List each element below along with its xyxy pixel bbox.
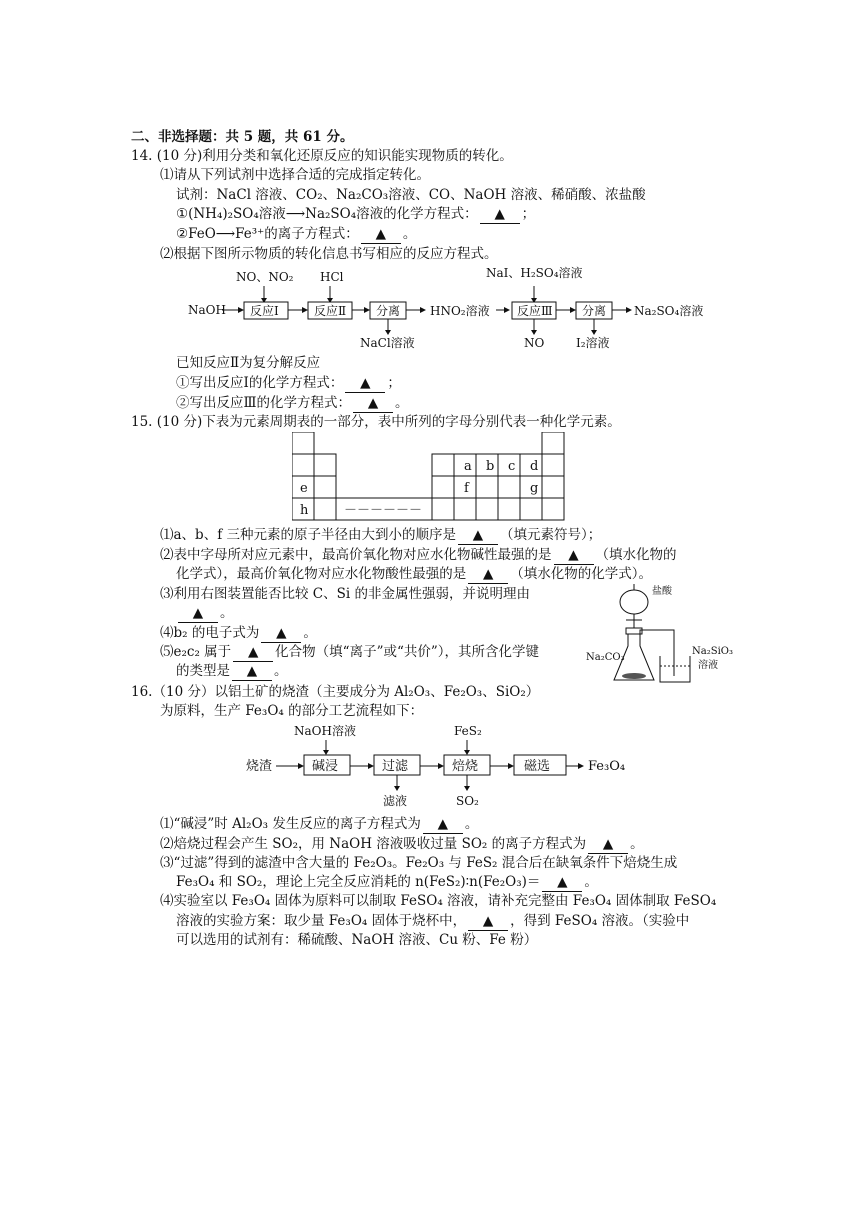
pt-cell [542,432,564,454]
q14-sub2-a: ②FeO [176,226,216,242]
pt-label-e: e [300,481,308,496]
pt-dash: －－－－－－ [344,503,423,518]
q16-part4-cont [176,913,689,931]
q14-sub3 [176,375,401,393]
pt-cell [542,498,564,520]
flow-arrowhead [238,307,244,313]
q15-part5-c: 的类型是 [176,663,230,679]
flow-mid: HNO₂溶液 [430,304,490,318]
answer-blank[interactable]: ▲ [588,836,628,854]
answer-blank[interactable]: ▲ [345,375,385,393]
flow-box2-label: 反应Ⅱ [314,304,347,318]
pt-cell [432,476,454,498]
pt-cell [314,454,336,476]
answer-blank[interactable]: ▲ [458,527,498,545]
q15-stem-text: (10 分)下表为元素周期表的一部分，表中所列的字母分别代表一种化学元素。 [156,414,621,430]
flow-arrowhead [438,763,444,769]
flow-arrowhead [626,307,632,313]
pt-cell [498,476,520,498]
pt-cell [432,454,454,476]
pt-cell [292,454,314,476]
q15-part2-c: 化学式），最高价氧化物对应水化物酸性最强的是 [176,566,467,582]
apparatus-diagram [586,580,736,690]
flow-out5: I₂溶液 [576,336,610,350]
q14-sub2-b: Fe³⁺的离子方程式： [235,226,359,242]
pt-label-b: b [486,459,495,474]
q16-part3-b: Fe₃O₄ 和 SO₂，理论上完全反应消耗的 n(FeS₂)∶n(Fe₂O₃)＝ [176,874,541,890]
answer-blank[interactable]: ▲ [178,605,218,623]
left-reagent-label: Na₂CO₃ [586,652,625,663]
pt-label-f: f [464,481,469,496]
q15-part5 [160,644,539,662]
pt-cell [476,476,498,498]
flow-box4-label: 反应Ⅲ [517,304,553,318]
q15-part4-b: 。 [303,625,317,641]
q16-stem2: 为原料，生产 Fe₃O₄ 的部分工艺流程如下： [160,703,424,719]
answer-blank[interactable]: ▲ [468,913,508,931]
periodic-table-fragment [292,432,572,524]
q15-part1-a: ⑴a、b、f 三种元素的原子半径由大到小的顺序是 [160,527,456,543]
flow-end: Na₂SO₄溶液 [634,304,704,318]
q16-flow-diagram [240,720,640,810]
flow-arrowhead [464,786,470,791]
q15-part2-cont [176,566,652,584]
flow-in3: FeS₂ [454,724,482,738]
flow-arrowhead [591,330,597,335]
pt-cell [476,498,498,520]
q16-number: 16. [131,684,153,700]
pt-cell [454,498,476,520]
pt-label-h: h [300,503,309,518]
pt-label-g: g [530,481,539,496]
q16-part2-b: 。 [630,836,644,852]
flow-in4: NaI、H₂SO₄溶液 [486,266,583,280]
q16-stem [131,684,539,701]
flow-arrowhead [508,763,514,769]
flow-out3: SO₂ [456,794,479,808]
q14-sub2-end: 。 [402,226,417,242]
right-reagent-label: Na₂SiO₃ [692,646,733,657]
flow-arrowhead [531,330,537,335]
q14-sub1-end: ； [521,206,536,222]
q16-part3: ⑶“过滤”得到的滤渣中含大量的 Fe₂O₃。Fe₂O₃ 与 FeS₂ 混合后在缺氧条件下焙烧生成 [160,855,678,871]
q14-stem [131,148,513,165]
q16-part4-c: ，得到 FeSO₄ 溶液。（实验中 [510,913,690,929]
answer-blank[interactable]: ▲ [261,625,301,643]
q16-part3-cont [176,874,598,892]
flow-arrowhead [394,786,400,791]
arrow-icon: ⟶ [215,226,236,242]
q14-sub4-end: 。 [395,395,409,411]
right-reagent-label-2: 溶液 [698,660,718,671]
flow-arrowhead [323,750,329,755]
q15-part2-b: （填水化物的 [595,547,677,563]
pt-cell [542,454,564,476]
flow-arrowhead [420,307,426,313]
q15-part5-a: ⑸e₂c₂ 属于 [160,644,232,660]
funnel-bulb [620,590,648,614]
answer-blank[interactable]: ▲ [468,566,508,584]
pt-cell [314,476,336,498]
answer-blank[interactable]: ▲ [480,206,520,224]
q14-sub2 [176,226,416,244]
flow-end: Fe₃O₄ [588,759,626,774]
flow-in2: HCl [320,270,344,284]
q14-part2: ⑵根据下图所示物质的转化信息书写相应的反应方程式。 [160,246,498,262]
q15-part5-d: 。 [274,663,288,679]
flow-out2: 滤液 [383,794,408,808]
q14-sub3-end: ； [387,375,401,391]
q15-part2-a: ⑵表中字母所对应元素中，最高价氧化物对应水化物碱性最强的是 [160,547,552,563]
q16-part1-a: ⑴“碱浸”时 Al₂O₃ 发生反应的离子方程式为 [160,816,421,832]
q15-part5-b: 化合物（填“离子”或“共价”），其所含化学键 [275,644,540,660]
q15-part2-d: （填水化物的化学式）。 [510,566,652,582]
q14-flow-diagram [180,264,720,354]
pt-label-c: c [508,459,516,474]
q16-part4: ⑷实验室以 Fe₃O₄ 固体为原料可以制取 FeSO₄ 溶液，请补充完整由 Fe₃O₄ 固体制取 FeSO₄ [160,893,717,909]
q14-part1: ⑴请从下列试剂中选择合适的完成指定转化。 [160,167,430,183]
q15-part3: ⑶利用右图装置能否比较 C、Si 的非金属性强弱，并说明理由 [160,586,530,602]
flow-in1: NO、NO₂ [236,270,294,284]
answer-blank[interactable]: ▲ [554,547,594,565]
flow-start: NaOH [188,303,226,317]
q15-part4 [160,625,317,643]
flow-arrowhead [302,307,308,313]
q14-note: 已知反应Ⅱ为复分解反应 [176,355,321,371]
pt-cell [314,498,336,520]
flask-solid [622,673,646,679]
q15-part3-b: 。 [220,605,234,621]
q14-sub1-a: ①(NH₄)₂SO₄溶液 [176,206,286,222]
answer-blank[interactable]: ▲ [542,874,582,892]
q16-part1 [160,816,478,834]
flow-arrowhead [570,307,576,313]
acid-label: 盐酸 [652,586,672,597]
pt-cell [498,498,520,520]
flow-arrowhead [385,330,391,335]
q16-part4-b: 溶液的实验方案：取少量 Fe₃O₄ 固体于烧杯中， [176,913,467,929]
q14-stem-text: (10 分)利用分类和氧化还原反应的知识能实现物质的转化。 [156,148,513,164]
q14-number: 14. [131,148,153,164]
q15-stem [131,414,621,431]
flow-box1-label: 反应Ⅰ [250,304,279,318]
flow-in1: NaOH溶液 [294,724,356,738]
section-heading: 二、非选择题：共 5 题，共 61 分。 [131,129,354,145]
q15-part2 [160,547,677,565]
q14-sub4-text: ②写出反应Ⅲ的化学方程式： [176,395,352,411]
flow-box3-label: 分离 [376,304,401,318]
q15-part1-b: （填元素符号）； [499,527,602,543]
flow-out4: NO [524,336,545,350]
pt-cell [542,476,564,498]
arrow-icon: ⟶ [285,206,306,222]
answer-blank[interactable]: ▲ [361,226,401,244]
flow-arrowhead [368,763,374,769]
flow-arrowhead [464,750,470,755]
flow-arrowhead [298,763,304,769]
pt-cell [292,432,314,454]
answer-blank[interactable]: ▲ [233,644,273,662]
q16-part4-cont2: 可以选用的试剂有：稀硫酸、NaOH 溶液、Cu 粉、Fe 粉） [176,932,538,948]
answer-blank[interactable]: ▲ [232,663,272,681]
q16-stem1: （10 分）以铝土矿的烧渣（主要成分为 Al₂O₃、Fe₂O₃、SiO₂） [152,684,540,700]
q15-number: 15. [131,414,153,430]
flow-arrowhead [578,763,584,769]
q14-sub1 [176,206,535,224]
beaker [660,656,690,682]
q16-part1-b: 。 [464,816,479,832]
pt-label-a: a [464,459,472,474]
answer-blank[interactable]: ▲ [423,816,463,834]
flow-out3: NaCl溶液 [360,336,415,350]
q14-sub3-text: ①写出反应Ⅰ的化学方程式： [176,375,344,391]
flow-box2-label: 过滤 [382,759,409,774]
q15-part4-a: ⑷b₂ 的电子式为 [160,625,260,641]
pt-cell [520,498,542,520]
q15-part5-cont [176,663,288,681]
q15-part3-cont [176,605,234,623]
q14-sub1-b: Na₂SO₄溶液的化学方程式： [305,206,478,222]
q14-reagents: 试剂：NaCl 溶液、CO₂、Na₂CO₃溶液、CO、NaOH 溶液、稀硝酸、浓盐酸 [176,187,646,203]
answer-blank[interactable]: ▲ [353,395,393,413]
flow-arrowhead [364,307,370,313]
pt-cell [432,498,454,520]
pt-label-d: d [530,459,539,474]
q16-part2 [160,836,644,854]
flow-arrowhead [504,307,510,313]
q15-part1 [160,527,601,545]
flow-start: 烧渣 [246,759,273,774]
flow-box5-label: 分离 [582,304,607,318]
flow-box3-label: 焙烧 [452,759,479,774]
q16-part2-a: ⑵焙烧过程会产生 SO₂，用 NaOH 溶液吸收过量 SO₂ 的离子方程式为 [160,836,587,852]
q16-part3-c: 。 [584,874,598,890]
q14-sub4 [176,395,409,413]
flow-box4-label: 磁选 [524,759,551,774]
flow-box1-label: 碱浸 [312,759,339,774]
